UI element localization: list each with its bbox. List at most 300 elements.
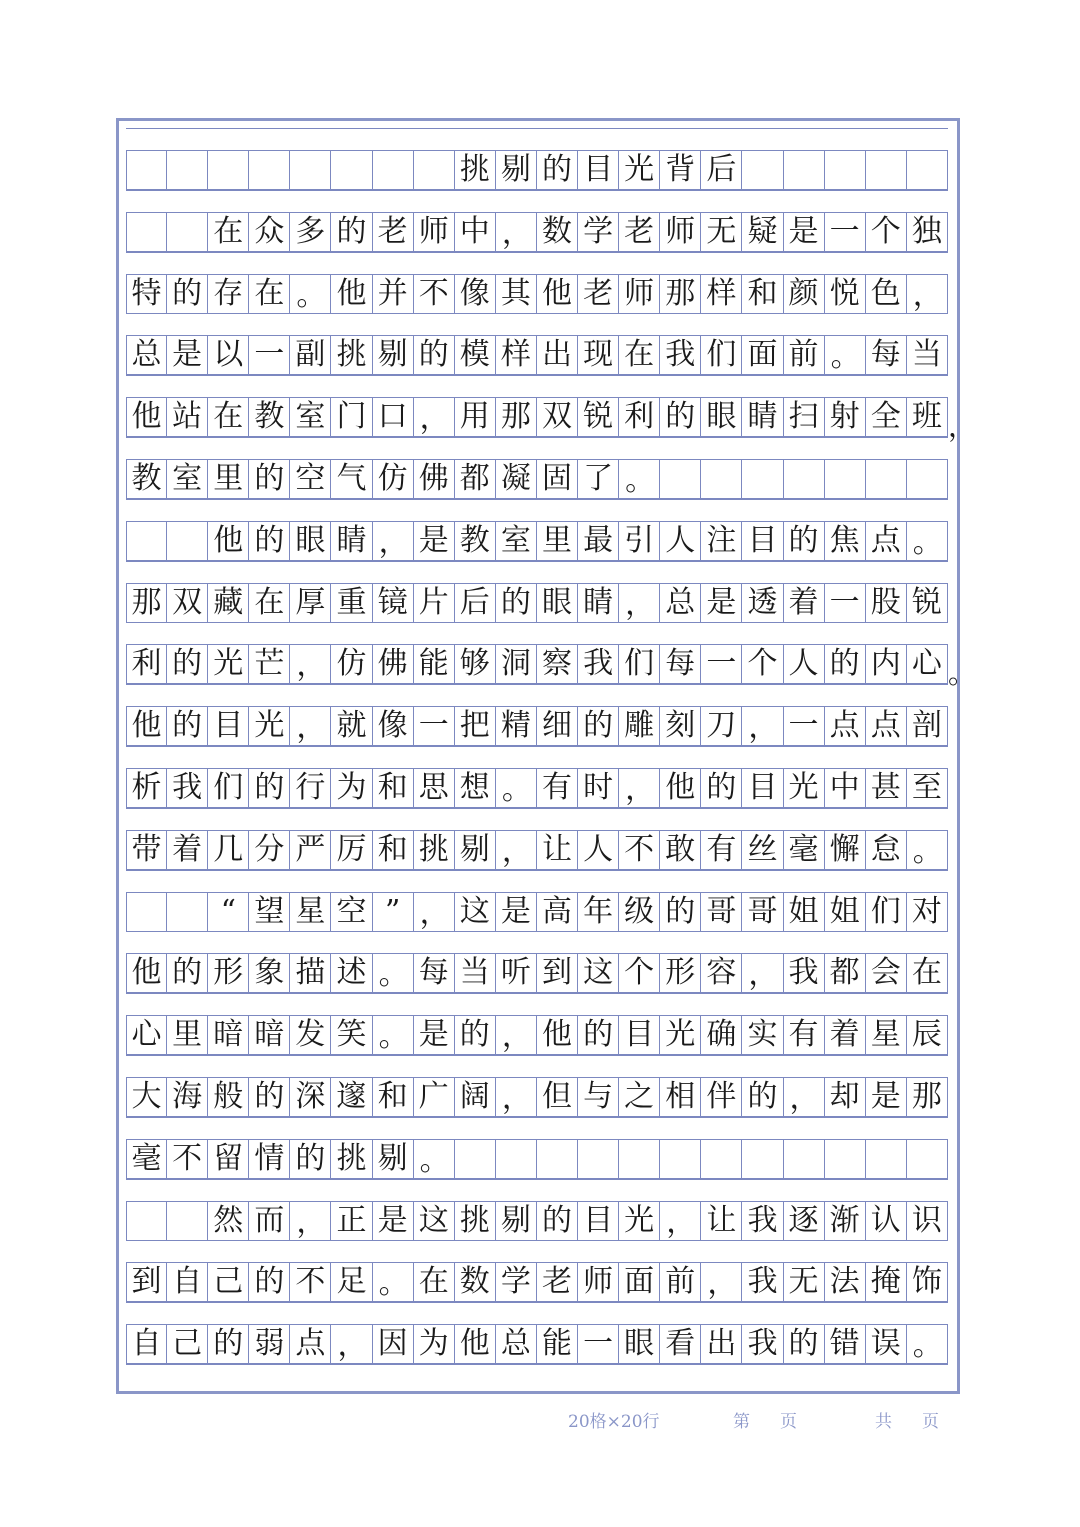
grid-cell: 总: [496, 1325, 537, 1363]
grid-cell: 数: [537, 213, 578, 251]
grid-cell: 发: [290, 1016, 331, 1054]
grid-cell: 剖: [907, 707, 948, 745]
grid-cell: 老: [578, 275, 619, 313]
grid-cell: ，: [742, 954, 783, 992]
grid-cell: 他: [126, 707, 167, 745]
grid-cell: 人: [784, 645, 825, 683]
grid-cell: 在: [208, 398, 249, 436]
grid-cell: 一: [249, 336, 290, 374]
row-gap: [126, 1240, 948, 1262]
grid-cell: 双: [537, 398, 578, 436]
grid-cell: 严: [290, 831, 331, 869]
cell-strip: [126, 1201, 948, 1241]
grid-cell: ，: [290, 707, 331, 745]
grid-cell: 教: [126, 460, 167, 498]
grid-cell: 眼: [290, 522, 331, 560]
grid-cell: 以: [208, 336, 249, 374]
grid-cell: 那: [660, 275, 701, 313]
cell-strip: [126, 459, 948, 499]
grid-cell: 内: [866, 645, 907, 683]
grid-cell: 特: [126, 275, 167, 313]
grid-row: [126, 128, 950, 190]
grid-cell: 那: [496, 398, 537, 436]
grid-cell: 的: [249, 1078, 290, 1116]
grid-cell: 一: [825, 213, 866, 251]
grid-cell: 他: [537, 275, 578, 313]
cell-strip: [126, 706, 948, 746]
grid-cell: 是: [866, 1078, 907, 1116]
grid-cell: [167, 213, 208, 251]
grid-cell: 有: [537, 769, 578, 807]
row-gap: [126, 684, 948, 706]
overflow-punctuation: ，: [948, 410, 977, 444]
grid-cell: 和: [373, 831, 414, 869]
grid-cell: 光: [619, 1202, 660, 1240]
grid-cell: 留: [208, 1140, 249, 1178]
grid-cell: 阔: [455, 1078, 496, 1116]
grid-cell: 这: [578, 954, 619, 992]
grid-cell: 我: [742, 1202, 783, 1240]
grid-cell: 。: [907, 522, 948, 560]
grid-cell: ，: [784, 1078, 825, 1116]
grid-cell: 全: [866, 398, 907, 436]
grid-cell: 眼: [701, 398, 742, 436]
grid-cell: 目: [742, 769, 783, 807]
grid-cell: ，: [907, 275, 948, 313]
grid-cell: 。: [496, 769, 537, 807]
row-gap: [126, 931, 948, 953]
grid-cell: 正: [331, 1202, 372, 1240]
grid-cell: 气: [331, 460, 372, 498]
grid-cell: 门: [331, 398, 372, 436]
grid-cell: 一: [578, 1325, 619, 1363]
grid-cell: 。: [825, 336, 866, 374]
grid-cell: 是: [414, 522, 455, 560]
grid-cell: [414, 151, 455, 189]
grid-cell: 己: [167, 1325, 208, 1363]
grid-cell: [537, 1140, 578, 1178]
grid-cell: 甚: [866, 769, 907, 807]
grid-cell: 的: [742, 1078, 783, 1116]
grid-cell: 的: [331, 213, 372, 251]
grid-cell: [290, 151, 331, 189]
grid-cell: 众: [249, 213, 290, 251]
grid-cell: 芒: [249, 645, 290, 683]
grid-cell: 老: [619, 213, 660, 251]
bottom-gap: [126, 1364, 948, 1382]
grid-cell: 他: [455, 1325, 496, 1363]
grid-cell: 看: [660, 1325, 701, 1363]
grid-cell: 出: [537, 336, 578, 374]
grid-cell: 颜: [784, 275, 825, 313]
grid-cell: 像: [373, 707, 414, 745]
grid-cell: 误: [866, 1325, 907, 1363]
grid-cell: 错: [825, 1325, 866, 1363]
grid-cell: 至: [907, 769, 948, 807]
grid-cell: 扫: [784, 398, 825, 436]
grid-cell: 总: [126, 336, 167, 374]
grid-cell: 之: [619, 1078, 660, 1116]
grid-cell: 都: [825, 954, 866, 992]
grid-cell: 独: [907, 213, 948, 251]
grid-cell: 现: [578, 336, 619, 374]
grid-cell: 海: [167, 1078, 208, 1116]
grid-cell: 着: [825, 1016, 866, 1054]
grid-cell: 无: [701, 213, 742, 251]
grid-cell: 前: [660, 1263, 701, 1301]
grid-cell: 到: [126, 1263, 167, 1301]
grid-cell: 每: [660, 645, 701, 683]
grid-row: [126, 1302, 950, 1364]
grid-cell: 里: [208, 460, 249, 498]
grid-cell: 够: [455, 645, 496, 683]
grid-cell: 姐: [784, 893, 825, 931]
grid-cell: 把: [455, 707, 496, 745]
grid-row: [126, 1240, 950, 1302]
grid-cell: 邃: [331, 1078, 372, 1116]
grid-cell: 光: [619, 151, 660, 189]
cell-strip: [126, 212, 948, 252]
grid-cell: 能: [537, 1325, 578, 1363]
grid-cell: 厚: [290, 584, 331, 622]
grid-cell: 。: [373, 954, 414, 992]
grid-cell: 刻: [660, 707, 701, 745]
grid-row: [126, 313, 950, 375]
row-gap: [126, 1302, 948, 1324]
cell-strip: [126, 1262, 948, 1302]
row-gap: [126, 499, 948, 521]
grid-cell: 师: [619, 275, 660, 313]
grid-cell: 我: [742, 1263, 783, 1301]
row-gap: [126, 1055, 948, 1077]
grid-cell: 怠: [866, 831, 907, 869]
total-label-prefix: 共: [875, 1412, 892, 1432]
grid-cell: 目: [619, 1016, 660, 1054]
grid-cell: 挑: [455, 1202, 496, 1240]
grid-cell: 在: [249, 275, 290, 313]
grid-row: [126, 746, 950, 808]
grid-cell: 锐: [907, 584, 948, 622]
grid-cell: 象: [249, 954, 290, 992]
grid-cell: 透: [742, 584, 783, 622]
grid-cell: 认: [866, 1202, 907, 1240]
grid-cell: 们: [701, 336, 742, 374]
cell-strip: [126, 150, 948, 190]
grid-cell: 为: [414, 1325, 455, 1363]
row-gap: [126, 437, 948, 459]
grid-cell: 每: [866, 336, 907, 374]
grid-cell: 与: [578, 1078, 619, 1116]
grid-cell: 思: [414, 769, 455, 807]
grid-row: [126, 375, 950, 437]
grid-cell: 其: [496, 275, 537, 313]
grid-cell: 的: [496, 584, 537, 622]
row-gap: [126, 128, 948, 150]
grid-cell: 几: [208, 831, 249, 869]
grid-cell: 形: [208, 954, 249, 992]
grid-cell: 的: [455, 1016, 496, 1054]
grid-cell: ，: [742, 707, 783, 745]
grid-cell: 凝: [496, 460, 537, 498]
grid-cell: 是: [496, 893, 537, 931]
grid-cell: 他: [660, 769, 701, 807]
grid-cell: 的: [208, 1325, 249, 1363]
grid-cell: 让: [537, 831, 578, 869]
grid-cell: 学: [578, 213, 619, 251]
grid-cell: 点: [825, 707, 866, 745]
row-gap: [126, 746, 948, 768]
grid-row: [126, 622, 950, 684]
grid-cell: 洞: [496, 645, 537, 683]
grid-cell: 是: [167, 336, 208, 374]
grid-cell: 到: [537, 954, 578, 992]
grid-cell: ，: [414, 398, 455, 436]
grid-cell: 。: [619, 460, 660, 498]
grid-cell: 室: [167, 460, 208, 498]
grid-cell: [742, 1140, 783, 1178]
grid-cell: [126, 522, 167, 560]
grid-cell: 深: [290, 1078, 331, 1116]
grid-cell: 容: [701, 954, 742, 992]
row-gap: [126, 870, 948, 892]
grid-cell: “: [208, 893, 249, 931]
cell-strip: [126, 892, 948, 932]
grid-cell: 星: [866, 1016, 907, 1054]
grid-cell: 们: [619, 645, 660, 683]
grid-cell: 片: [414, 584, 455, 622]
grid-cell: [167, 893, 208, 931]
grid-cell: 让: [701, 1202, 742, 1240]
grid-cell: 睛: [331, 522, 372, 560]
grid-cell: 锐: [578, 398, 619, 436]
grid-cell: 和: [373, 1078, 414, 1116]
row-gap: [126, 808, 948, 830]
grid-cell: 我: [784, 954, 825, 992]
grid-cell: 个: [866, 213, 907, 251]
grid-cell: 后: [455, 584, 496, 622]
grid-cell: 个: [742, 645, 783, 683]
grid-cell: 刀: [701, 707, 742, 745]
grid-cell: 们: [208, 769, 249, 807]
grid-cell: [496, 1140, 537, 1178]
grid-row: [126, 1055, 950, 1117]
grid-cell: 形: [660, 954, 701, 992]
grid-cell: 敢: [660, 831, 701, 869]
grid-cell: 情: [249, 1140, 290, 1178]
grid-cell: 。: [907, 1325, 948, 1363]
row-gap: [126, 190, 948, 212]
grid-cell: 面: [619, 1263, 660, 1301]
cell-strip: [126, 1139, 948, 1179]
grid-cell: 这: [455, 893, 496, 931]
page-label-suffix: 页: [780, 1412, 797, 1432]
grid-cell: 模: [455, 336, 496, 374]
grid-cell: 里: [537, 522, 578, 560]
grid-cell: 。: [290, 275, 331, 313]
grid-cell: 重: [331, 584, 372, 622]
grid-cell: [126, 213, 167, 251]
grid-cell: 挑: [455, 151, 496, 189]
grid-cell: 描: [290, 954, 331, 992]
grid-cell: 老: [373, 213, 414, 251]
grid-cell: 暗: [249, 1016, 290, 1054]
grid-row: [126, 437, 950, 499]
total-label-suffix: 页: [922, 1412, 939, 1432]
grid-cell: 听: [496, 954, 537, 992]
grid-cell: ，: [290, 645, 331, 683]
grid-cell: 副: [290, 336, 331, 374]
grid-cell: 挑: [331, 336, 372, 374]
grid-cell: [825, 460, 866, 498]
grid-cell: 眼: [537, 584, 578, 622]
grid-cell: 对: [907, 893, 948, 931]
grid-cell: 存: [208, 275, 249, 313]
grid-cell: 我: [167, 769, 208, 807]
grid-spec: 20格×20行: [568, 1412, 660, 1432]
grid-cell: 在: [619, 336, 660, 374]
grid-cell: [208, 151, 249, 189]
grid-cell: 光: [249, 707, 290, 745]
grid-cell: 用: [455, 398, 496, 436]
grid-cell: 渐: [825, 1202, 866, 1240]
grid-cell: 的: [537, 1202, 578, 1240]
grid-cell: 想: [455, 769, 496, 807]
grid-cell: [907, 1140, 948, 1178]
grid-cell: 般: [208, 1078, 249, 1116]
grid-cell: 我: [578, 645, 619, 683]
grid-cell: [866, 460, 907, 498]
grid-cell: 剔: [373, 1140, 414, 1178]
grid-cell: [660, 1140, 701, 1178]
grid-cell: 因: [373, 1325, 414, 1363]
grid-cell: 在: [907, 954, 948, 992]
grid-cell: 目: [208, 707, 249, 745]
grid-cell: 一: [825, 584, 866, 622]
grid-cell: 仿: [331, 645, 372, 683]
grid-cell: 。: [373, 1016, 414, 1054]
grid-cell: 望: [249, 893, 290, 931]
cell-strip: [126, 1015, 948, 1055]
grid-cell: 暗: [208, 1016, 249, 1054]
grid-cell: 目: [578, 151, 619, 189]
grid-cell: [249, 151, 290, 189]
grid-cell: 固: [537, 460, 578, 498]
grid-cell: 总: [660, 584, 701, 622]
grid-cell: 察: [537, 645, 578, 683]
grid-cell: 光: [208, 645, 249, 683]
grid-cell: ，: [414, 893, 455, 931]
grid-cell: 的: [167, 707, 208, 745]
grid-cell: 足: [331, 1263, 372, 1301]
grid-cell: [742, 460, 783, 498]
grid-cell: 不: [290, 1263, 331, 1301]
grid-cell: 挑: [331, 1140, 372, 1178]
grid-cell: 无: [784, 1263, 825, 1301]
grid-cell: 佛: [373, 645, 414, 683]
grid-cell: 行: [290, 769, 331, 807]
grid-cell: 人: [660, 522, 701, 560]
grid-cell: [167, 1202, 208, 1240]
grid-cell: 。: [373, 1263, 414, 1301]
grid-cell: 分: [249, 831, 290, 869]
grid-cell: 色: [866, 275, 907, 313]
grid-cell: 剔: [455, 831, 496, 869]
grid-cell: [126, 1202, 167, 1240]
grid-cell: 掩: [866, 1263, 907, 1301]
grid-cell: 但: [537, 1078, 578, 1116]
grid-cell: 和: [742, 275, 783, 313]
grid-cell: 前: [784, 336, 825, 374]
grid-cell: 不: [167, 1140, 208, 1178]
grid-cell: 就: [331, 707, 372, 745]
grid-row: [126, 499, 950, 561]
grid-cell: 面: [742, 336, 783, 374]
grid-cell: ，: [496, 213, 537, 251]
grid-cell: 双: [167, 584, 208, 622]
grid-cell: ，: [290, 1202, 331, 1240]
grid-row: [126, 252, 950, 314]
grid-cell: 镜: [373, 584, 414, 622]
grid-cell: ，: [701, 1263, 742, 1301]
grid-cell: [825, 151, 866, 189]
grid-cell: 的: [290, 1140, 331, 1178]
grid-row: [126, 561, 950, 623]
grid-cell: 师: [660, 213, 701, 251]
grid-cell: 和: [373, 769, 414, 807]
grid-cell: 学: [496, 1263, 537, 1301]
grid-cell: 是: [701, 584, 742, 622]
grid-cell: 点: [866, 707, 907, 745]
grid-cell: 年: [578, 893, 619, 931]
grid-cell: 而: [249, 1202, 290, 1240]
cell-strip: [126, 1324, 948, 1364]
row-gap: [126, 561, 948, 583]
grid-cell: 他: [126, 398, 167, 436]
grid-cell: 的: [167, 954, 208, 992]
grid-cell: 不: [414, 275, 455, 313]
grid-cell: 级: [619, 893, 660, 931]
grid-cell: 能: [414, 645, 455, 683]
grid-cell: 老: [537, 1263, 578, 1301]
grid-cell: 会: [866, 954, 907, 992]
grid-cell: 我: [742, 1325, 783, 1363]
grid-cell: 有: [784, 1016, 825, 1054]
grid-cell: 他: [537, 1016, 578, 1054]
grid-row: [126, 190, 950, 252]
grid-cell: 却: [825, 1078, 866, 1116]
grid-cell: 细: [537, 707, 578, 745]
grid-cell: 的: [660, 398, 701, 436]
grid-cell: 里: [167, 1016, 208, 1054]
cell-strip: [126, 1077, 948, 1117]
grid-cell: [742, 151, 783, 189]
grid-cell: [578, 1140, 619, 1178]
grid-cell: [866, 151, 907, 189]
grid-cell: 有: [701, 831, 742, 869]
grid-cell: 仿: [373, 460, 414, 498]
grid-cell: 剔: [496, 151, 537, 189]
grid-row: [126, 1179, 950, 1241]
grid-cell: 射: [825, 398, 866, 436]
grid-cell: 空: [290, 460, 331, 498]
grid-cell: 眼: [619, 1325, 660, 1363]
grid-cell: 丝: [742, 831, 783, 869]
grid-cell: ，: [373, 522, 414, 560]
cell-strip: [126, 521, 948, 561]
grid-cell: 点: [290, 1325, 331, 1363]
grid-cell: 的: [578, 1016, 619, 1054]
grid-cell: 饰: [907, 1263, 948, 1301]
